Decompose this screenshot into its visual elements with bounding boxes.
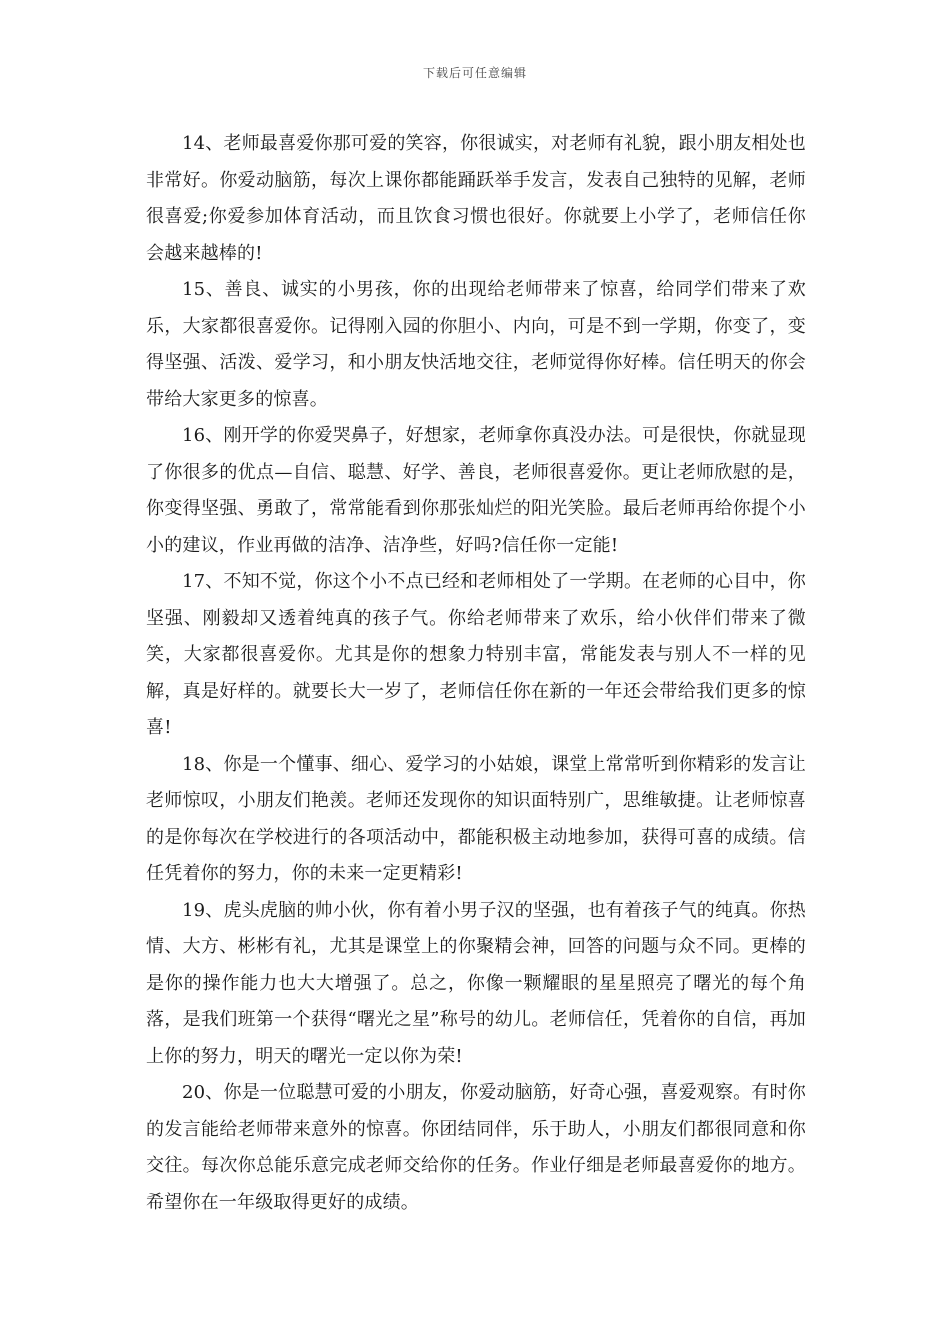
paragraph-14: 14、老师最喜爱你那可爱的笑容，你很诚实，对老师有礼貌，跟小朋友相处也非常好。你爱动脑筋，每次上课你都能踊跃举手发言，发表自己独特的见解，老师很喜爱;你爱参加体育活动，而且饮食习惯也很好。你就要上小学了，老师信任你会越来越棒的!: [146, 133, 806, 264]
page-header: 下载后可任意编辑: [422, 66, 527, 80]
paragraph-16: 16、刚开学的你爱哭鼻子，好想家，老师拿你真没办法。可是很快，你就显现了你很多的优点—自信、聪慧、好学、善良，老师很喜爱你。更让老师欣慰的是，你变得坚强、勇敢了，常常能看到你那张灿烂的阳光笑脸。最后老师再给你提个小小的建议，作业再做的洁净、洁净些，好吗?信任你一定能!: [146, 425, 806, 556]
document-body: [146, 126, 806, 1221]
paragraph-19: 19、虎头虎脑的帅小伙，你有着小男子汉的坚强，也有着孩子气的纯真。你热情、大方、彬彬有礼，尤其是课堂上的你聚精会神，回答的问题与众不同。更棒的是你的操作能力也大大增强了。总之，你像一颗耀眼的星星照亮了曙光的每个角落，是我们班第一个获得“曙光之星”称号的幼儿。老师信任，凭着你的自信，再加上你的努力，明天的曙光一定以你为荣!: [146, 899, 806, 1067]
paragraph-15: 15、善良、诚实的小男孩，你的出现给老师带来了惊喜，给同学们带来了欢乐，大家都很喜爱你。记得刚入园的你胆小、内向，可是不到一学期，你变了，变得坚强、活泼、爱学习，和小朋友快活地交往，老师觉得你好棒。信任明天的你会带给大家更多的惊喜。: [146, 279, 806, 410]
paragraph-18: 18、你是一个懂事、细心、爱学习的小姑娘，课堂上常常听到你精彩的发言让老师惊叹，小朋友们艳羡。老师还发现你的知识面特别广，思维敏捷。让老师惊喜的是你每次在学校进行的各项活动中，都能积极主动地参加，获得可喜的成绩。信任凭着你的努力，你的未来一定更精彩!: [146, 753, 806, 884]
paragraph-20: 20、你是一位聪慧可爱的小朋友，你爱动脑筋，好奇心强，喜爱观察。有时你的发言能给老师带来意外的惊喜。你团结同伴，乐于助人，小朋友们都很同意和你交往。每次你总能乐意完成老师交给你的任务。作业仔细是老师最喜爱你的地方。希望你在一年级取得更好的成绩。: [146, 1082, 806, 1213]
paragraph-17: 17、不知不觉，你这个小不点已经和老师相处了一学期。在老师的心目中，你坚强、刚毅却又透着纯真的孩子气。你给老师带来了欢乐，给小伙伴们带来了微笑，大家都很喜爱你。尤其是你的想象力特别丰富，常能发表与别人不一样的见解，真是好样的。就要长大一岁了，老师信任你在新的一年还会带给我们更多的惊喜!: [146, 571, 806, 738]
